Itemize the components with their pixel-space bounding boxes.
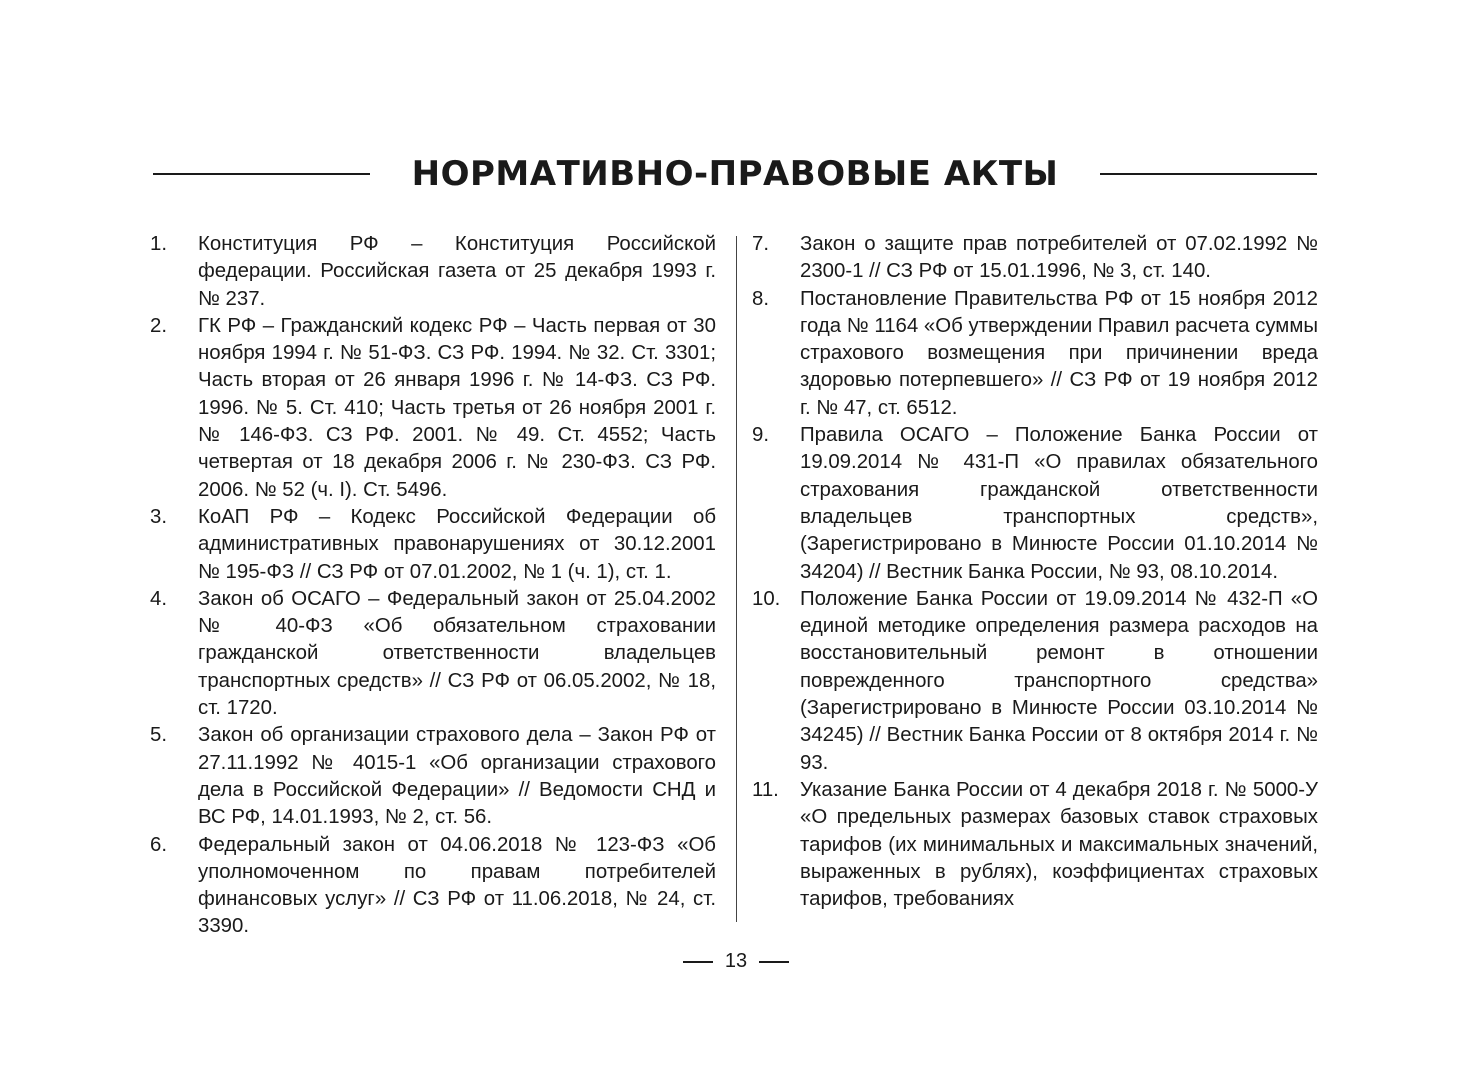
list-item [150,722,716,831]
list-item [752,231,1318,286]
item-text: Закон об организации страхового дела – Закон РФ от 27.11.1992 № 4015-1 «Об организации страхового дела в Российской Федерации» // Ведомости СНД и ВС РФ, 14.01.1993, № 2, ст. 56. [198,724,716,829]
item-text: Закон о защите прав потребителей от 07.02.1992 № 2300-1 // СЗ РФ от 15.01.1996, № 3, ст. 140. [800,233,1318,283]
item-number: 8. [752,287,770,310]
item-text: КоАП РФ – Кодекс Российской Федерации об административных правонарушениях от 30.12.2001 № 195-ФЗ // СЗ РФ от 07.01.2002, № 1 (ч. 1), ст. 1. [198,505,716,583]
list-item [150,504,716,586]
right-column [752,231,1318,913]
item-number: 2. [150,314,168,337]
list-item [752,286,1318,422]
list-item [150,231,716,313]
title-rule-right [1100,173,1317,175]
item-number: 7. [752,233,770,255]
list-item [150,832,716,941]
item-number: 11. [752,778,779,801]
column-divider [736,236,737,922]
item-number: 6. [150,833,168,856]
list-item [150,313,716,504]
page-number-row [0,950,1472,973]
item-text: Постановление Правительства РФ от 15 ноября 2012 года № 1164 «Об утверждении Правил расчета суммы страхового возмещения при причинении вреда здоровью потерпевшего» // СЗ РФ от 19 ноября 2012 г. № 47, ст. 6512. [800,287,1318,419]
page-number-dash-right [759,961,789,963]
list-item [752,586,1318,777]
page-number: 13 [724,950,748,972]
item-number: 10. [752,587,781,610]
item-text: ГК РФ – Гражданский кодекс РФ – Часть первая от 30 ноября 1994 г. № 51-ФЗ. СЗ РФ. 1994. № 32. Ст. 3301; Часть вторая от 26 января 1996 г. № 14-ФЗ. СЗ РФ. 1996. № 5. Ст. 410; Часть третья от 26 ноября 2001 г. № 146-ФЗ. СЗ РФ. 2001. № 49. Ст. 4552; Часть четвертая от 18 декабря 2006 г. № 230-ФЗ. СЗ РФ. 2006. № 52 (ч. I). Ст. 5496. [198,314,716,501]
item-number: 9. [752,424,770,447]
page-title: НОРМАТИВНО-ПРАВОВЫЕ АКТЫ [411,154,1059,194]
item-number: 5. [150,724,168,747]
list-item [752,777,1318,913]
item-number: 3. [150,505,168,528]
item-text: Закон об ОСАГО – Федеральный закон от 25.04.2002 № 40-ФЗ «Об обязательном страховании гражданской ответственности владельцев транспортных средств» // СЗ РФ от 06.05.2002, № 18, ст. 1720. [198,587,716,720]
list-item [752,422,1318,586]
list-item [150,586,716,722]
item-number: 1. [150,233,168,255]
item-number: 4. [150,587,168,610]
item-text: Конституция РФ – Конституция Российской федерации. Российская газета от 25 декабря 1993 г. № 237. [198,233,716,310]
item-text: Положение Банка России от 19.09.2014 № 432-П «О единой методике определения размера расходов на восстановительный ремонт в отношении поврежденного транспортного средства» (Зарегистрировано в Минюсте России 03.10.2014 № 34245) // Вестник Банка России от 8 октября 2014 г. № 93. [800,587,1318,774]
item-text: Федеральный закон от 04.06.2018 № 123-ФЗ «Об уполномоченном по правам потребителей финансовых услуг» // СЗ РФ от 11.06.2018, № 24, ст. 3390. [198,833,716,938]
item-text: Правила ОСАГО – Положение Банка России от 19.09.2014 № 431-П «О правилах обязательного страхования гражданской ответственности владельцев транспортных средств», (Зарегистрировано в Минюсте России 01.10.2014 № 34204) // Вестник Банка России, № 93, 08.10.2014. [800,424,1318,583]
title-rule-left [153,173,370,175]
title-row [153,148,1317,200]
item-text: Указание Банка России от 4 декабря 2018 г. № 5000-У «О предельных размерах базовых ставок страховых тарифов (их минимальных и максимальных значений, выраженных в рублях), коэффициентах страховых тарифов, требованиях [800,778,1318,911]
page-number-dash-left [683,961,713,963]
left-column [150,231,716,941]
